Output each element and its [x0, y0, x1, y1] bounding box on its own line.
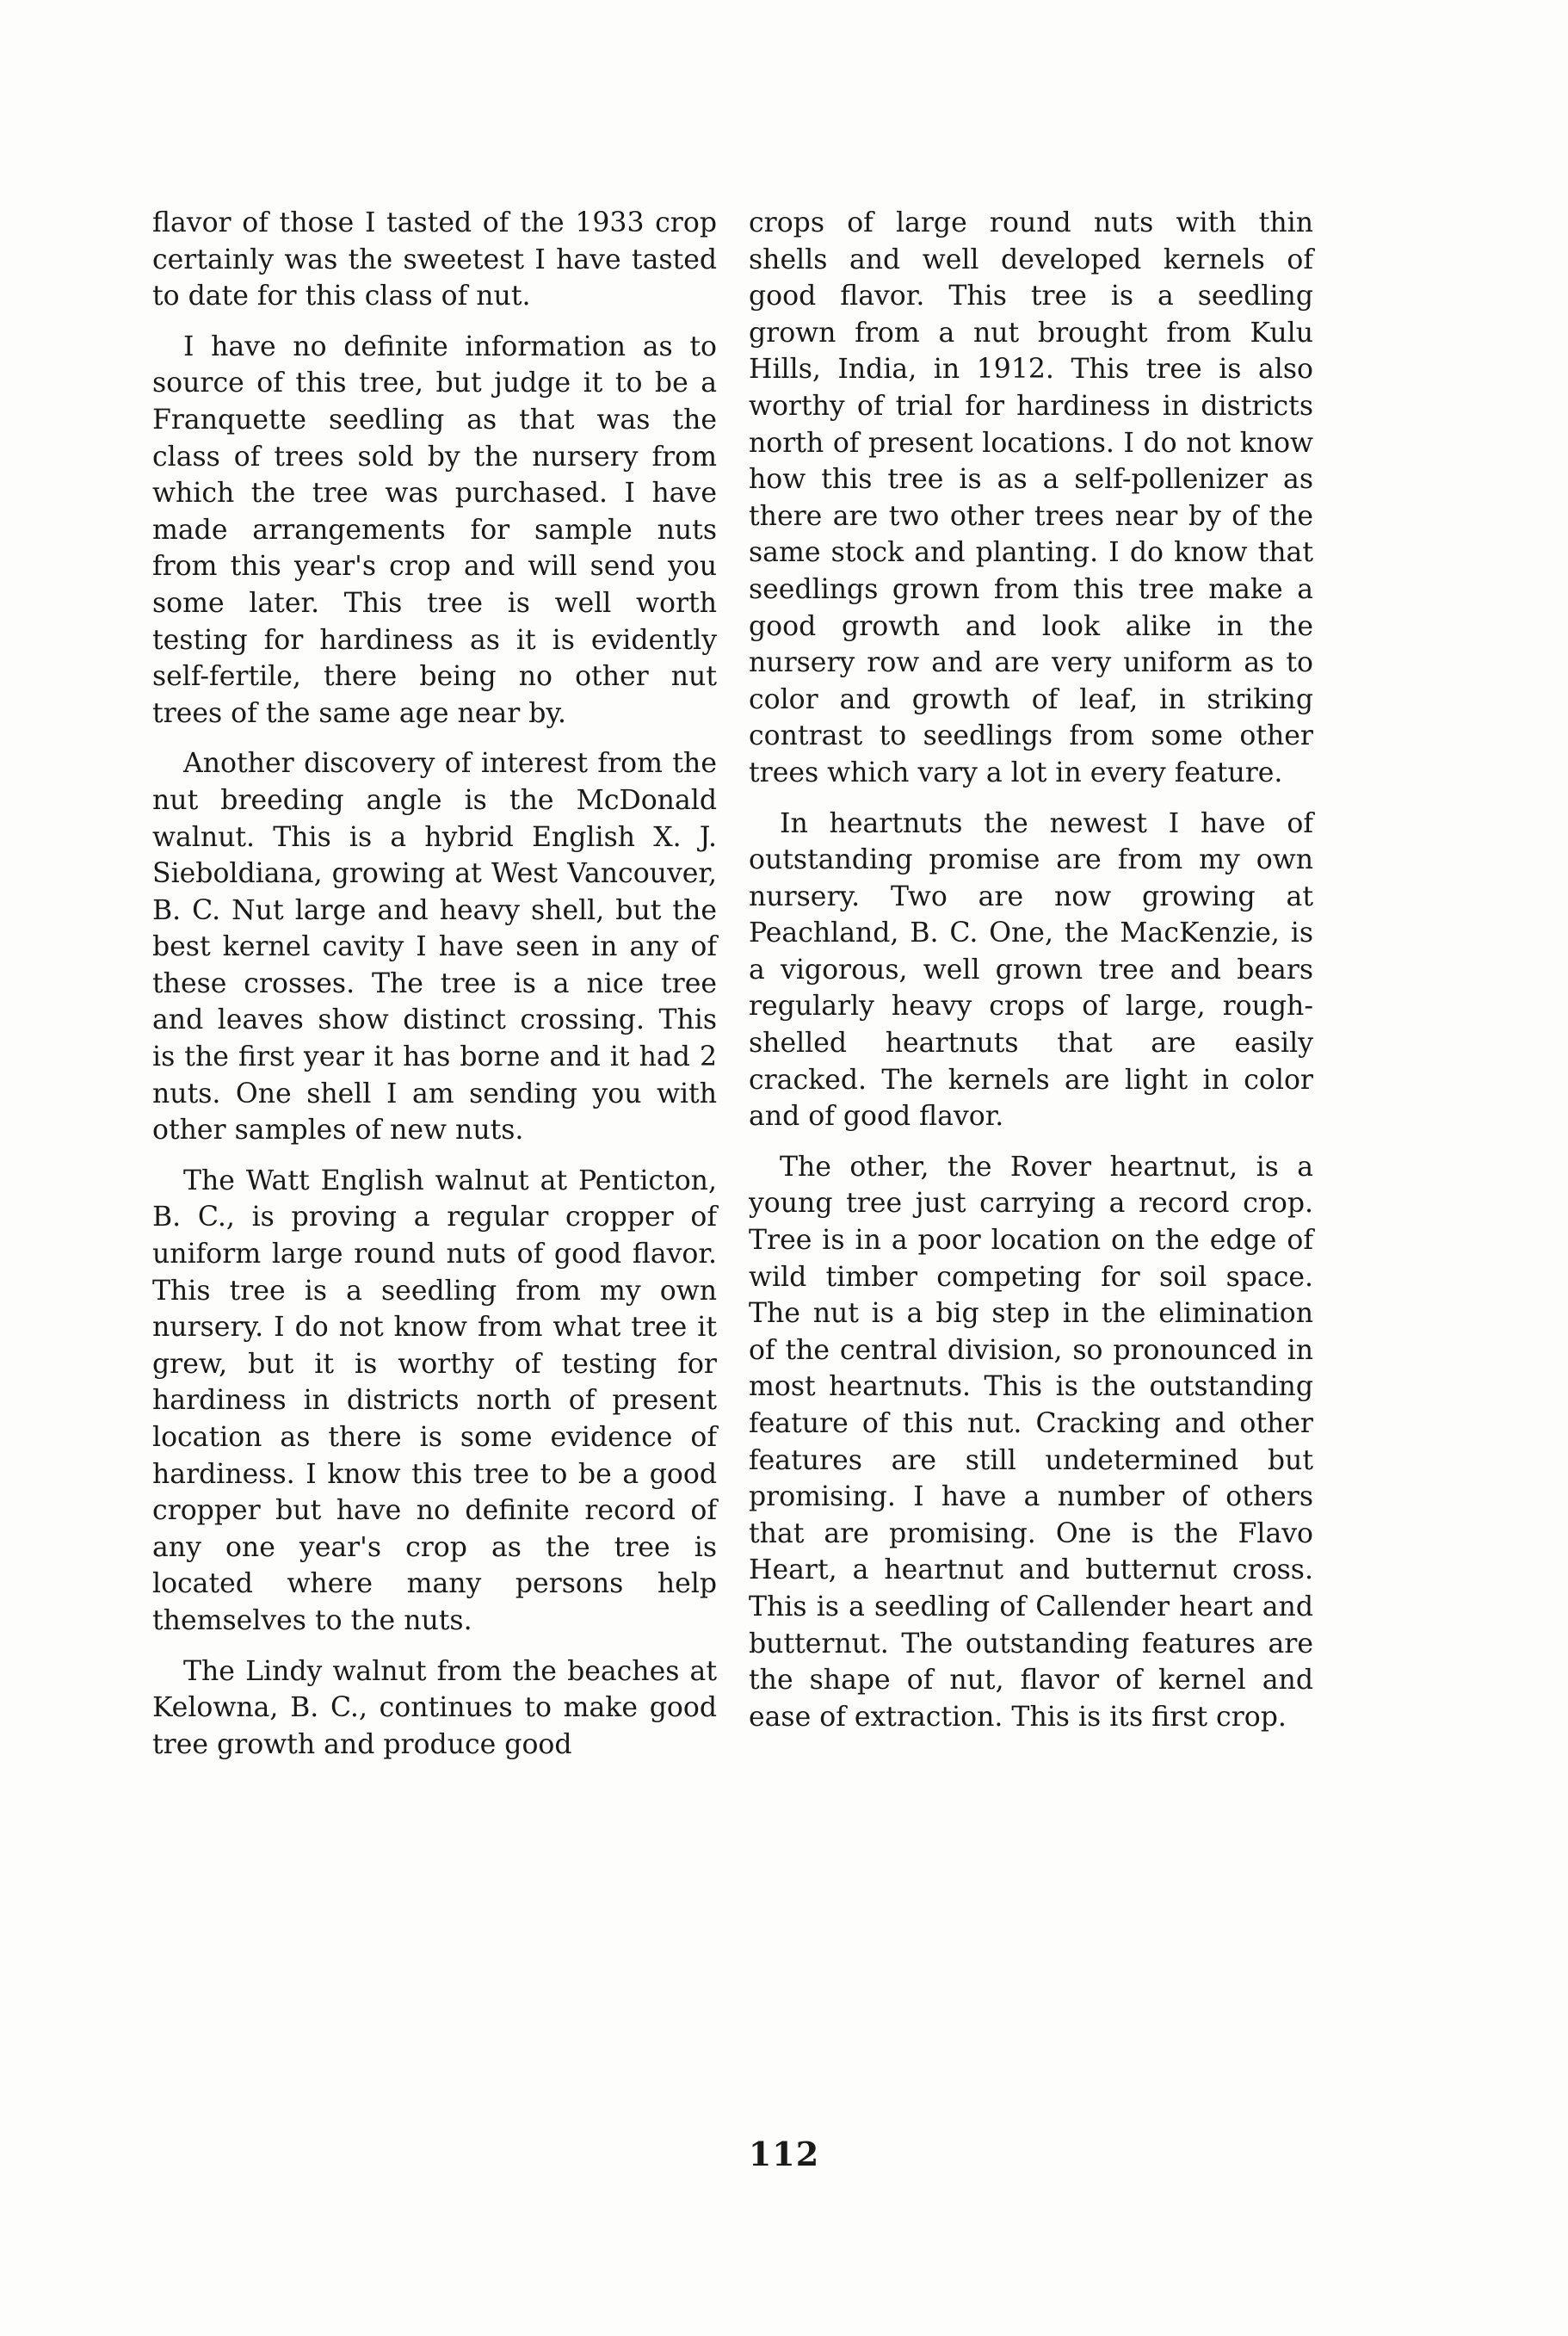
left-paragraph-5: The Lindy walnut from the beaches at Kelowna, B. C., continues to make good tree growth and produce good	[152, 1655, 717, 1760]
left-paragraph-4: The Watt English walnut at Penticton, B. C., is proving a regular cropper of uniform large round nuts of good flavor. This tree is a seedling from my own nursery. I do not know from what tree it grew, but it is worthy of testing for hardiness in districts north of present location as there is some evidence of hardiness. I know this tree to be a good cropper but have no definite record of any one year's crop as the tree is located where many persons help themselves to the nuts.	[152, 1165, 717, 1636]
right-column	[749, 205, 1313, 1749]
right-paragraph-1: crops of large round nuts with thin shells and well developed kernels of good flavor. This tree is a seedling grown from a nut brought from Kulu Hills, India, in 1912. This tree is also worthy of trial for hardiness in districts north of present locations. I do not know how this tree is as a self-pollenizer as there are two other trees near by of the same stock and planting. I do know that seedlings grown from this tree make a good growth and look alike in the nursery row and are very uniform as to color and growth of leaf, in striking contrast to seedlings from some other trees which vary a lot in every feature.	[749, 207, 1313, 788]
left-column	[152, 205, 717, 1777]
left-paragraph-2: I have no definite information as to source of this tree, but judge it to be a Franquette seedling as that was the class of trees sold by the nursery from which the tree was purchased. I have made arrangements for sample nuts from this year's crop and will send you some later. This tree is well worth testing for hardiness as it is evidently self-fertile, there being no other nut trees of the same age near by.	[152, 331, 717, 729]
page-number: 112	[748, 2135, 820, 2173]
left-paragraph-3: Another discovery of interest from the nut breeding angle is the McDonald walnut. This is a hybrid English X. J. Sieboldiana, growing at West Vancouver, B. C. Nut large and heavy shell, but the best kernel cavity I have seen in any of these crosses. The tree is a nice tree and leaves show distinct crossing. This is the first year it has borne and it had 2 nuts. One shell I am sending you with other samples of new nuts.	[152, 748, 717, 1146]
left-paragraph-1: flavor of those I tasted of the 1933 crop certainly was the sweetest I have tasted to date for this class of nut.	[152, 207, 717, 312]
right-paragraph-2: In heartnuts the newest I have of outstanding promise are from my own nursery. Two are now growing at Peachland, B. C. One, the MacKenzie, is a vigorous, well grown tree and bears regularly heavy crops of large, rough-shelled heartnuts that are easily cracked. The kernels are light in color and of good flavor.	[749, 807, 1313, 1133]
right-paragraph-3: The other, the Rover heartnut, is a young tree just carrying a record crop. Tree is in a poor location on the edge of wild timber competing for soil space. The nut is a big step in the elimination of the central division, so pronounced in most heartnuts. This is the outstanding feature of this nut. Cracking and other features are still undetermined but promising. I have a number of others that are promising. One is the Flavo Heart, a heartnut and butternut cross. This is a seedling of Callender heart and butternut. The outstanding features are the shape of nut, flavor of kernel and ease of extraction. This is its first crop.	[749, 1151, 1313, 1733]
